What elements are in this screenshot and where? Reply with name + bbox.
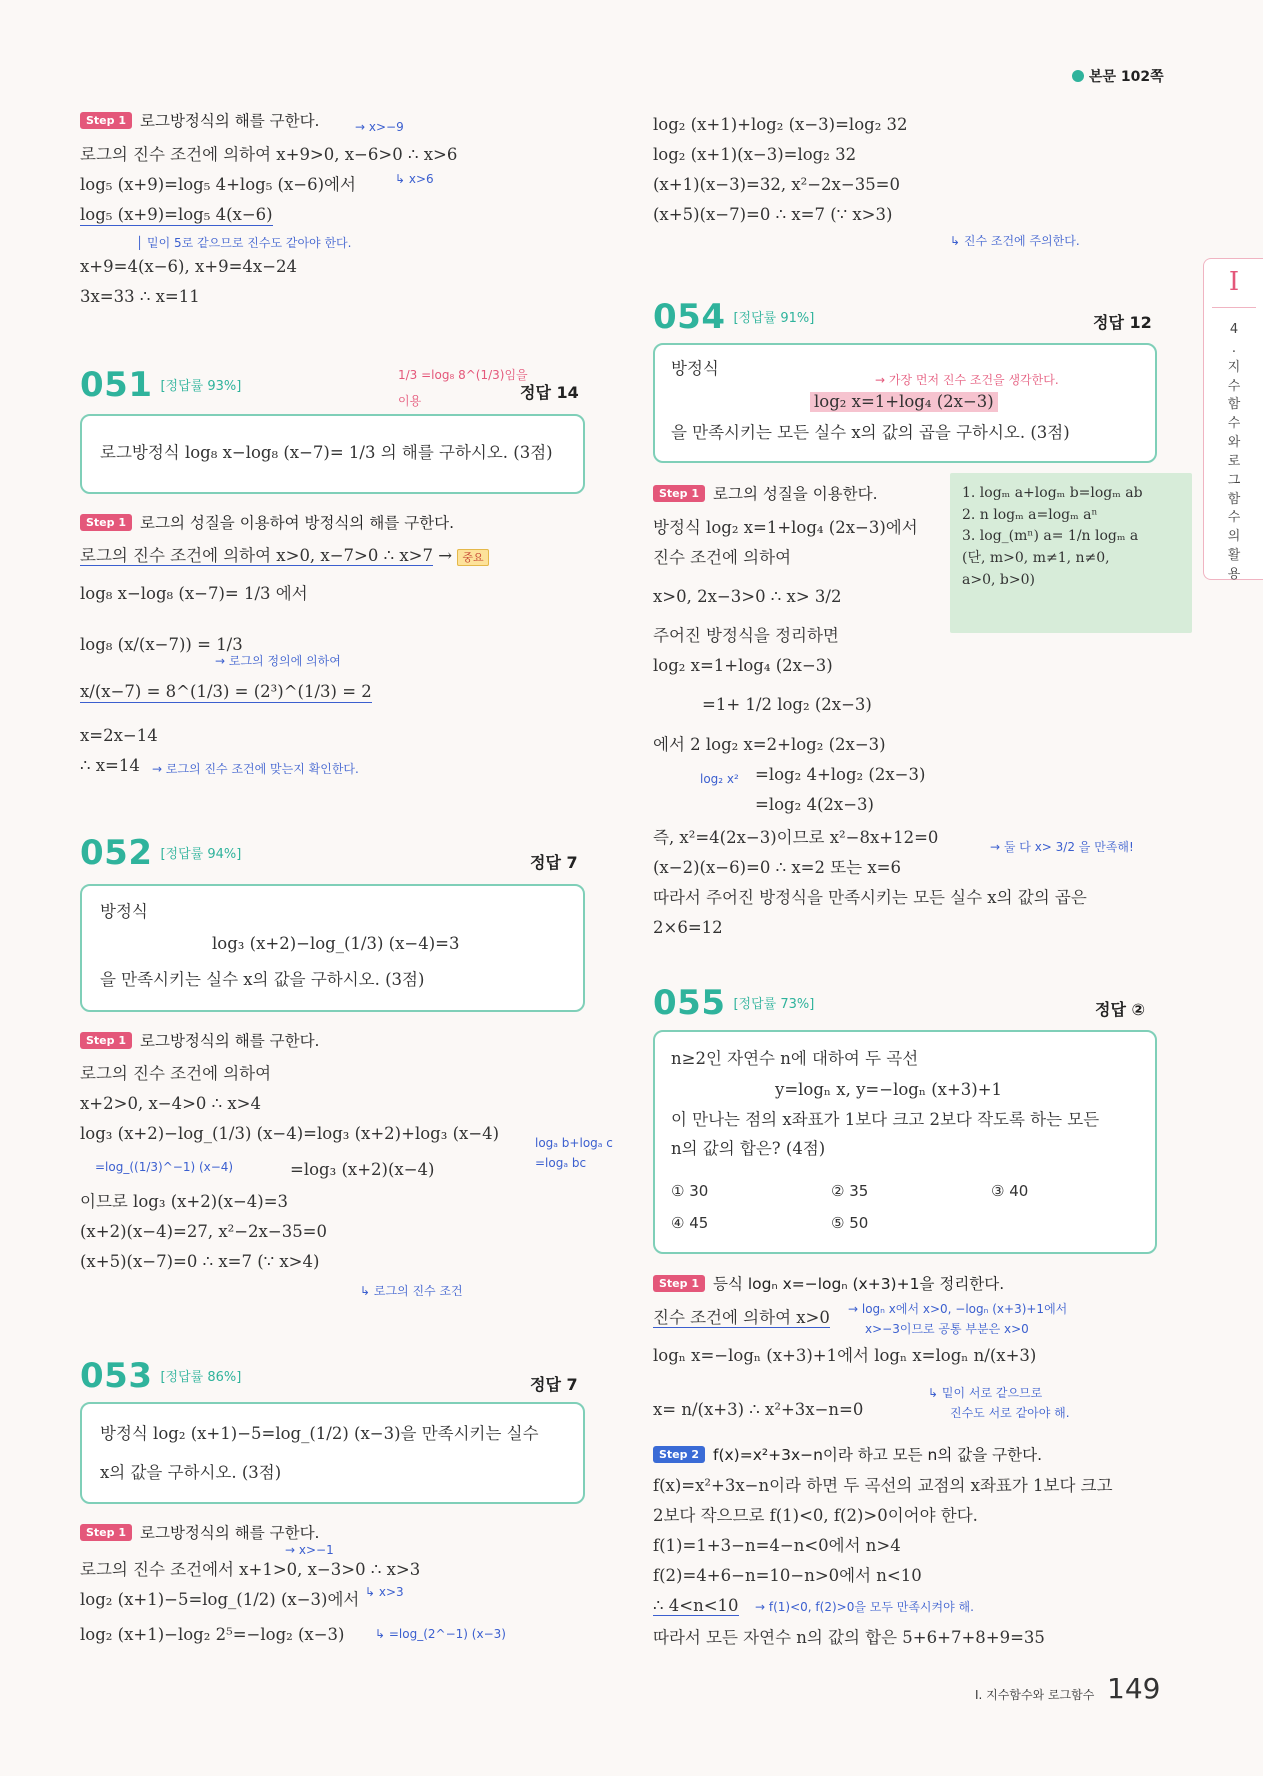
annotation: ↳ x>3 (365, 1585, 404, 1599)
step-header (80, 1523, 320, 1543)
question-text: 방정식 log₂ (x+1)−5=log_(1/2) (x−3)을 만족시키는 실수 (100, 1424, 539, 1443)
solution-line: (x+5)(x−7)=0 ∴ x=7 (∵ x>4) (80, 1252, 320, 1271)
step-title: 로그방정식의 해를 구한다. (140, 1032, 320, 1050)
solution-line: ∴ 4<n<10 (653, 1596, 739, 1615)
question-box (653, 1030, 1157, 1254)
problem-header (80, 833, 241, 873)
side-divider (1212, 307, 1256, 308)
tip-line: (단, m>0, m≠1, n≠0, (962, 550, 1110, 567)
solution-line: 따라서 주어진 방정식을 만족시키는 모든 실수 x의 값의 곱은 (653, 888, 1087, 907)
question-text: 을 만족시키는 실수 x의 값을 구하시오. (3점) (100, 970, 425, 989)
annotation: → 가장 먼저 진수 조건을 생각한다. (875, 373, 1059, 387)
question-box (653, 343, 1157, 463)
step-badge: Step 2 (653, 1446, 705, 1463)
accuracy-rate: [정답률 94%] (160, 847, 242, 862)
solution-line: 로그의 진수 조건에서 x+1>0, x−3>0 ∴ x>3 (80, 1560, 421, 1579)
tip-line: 3. log_(mⁿ) a= 1/n logₘ a (962, 528, 1139, 545)
solution-line: ∴ x=14 (80, 756, 140, 775)
option-1[interactable]: ① 30 (671, 1182, 709, 1200)
annotation: → 로그의 정의에 의하여 (215, 654, 341, 668)
step-header (653, 1445, 1042, 1465)
solution-line: x= n/(x+3) ∴ x²+3x−n=0 (653, 1400, 864, 1419)
question-text: x의 값을 구하시오. (3점) (100, 1463, 282, 1482)
answer-label: 정답 7 (530, 1375, 578, 1394)
solution-line: 2보다 작으므로 f(1)<0, f(2)>0이어야 한다. (653, 1506, 978, 1525)
solution-line: (x+2)(x−4)=27, x²−2x−35=0 (80, 1222, 328, 1241)
question-text: n≥2인 자연수 n에 대하여 두 곡선 (671, 1049, 919, 1068)
solution-line: log₈ (x/(x−7)) = 1/3 (80, 635, 243, 654)
annotation: ↳ =log_(2^−1) (x−3) (375, 1627, 506, 1641)
annotation: 1/3 =log₈ 8^(1/3)임을 (398, 368, 528, 382)
option-4[interactable]: ④ 45 (671, 1214, 709, 1232)
answer-label: 정답 ② (1095, 1000, 1146, 1019)
question-text: 을 만족시키는 모든 실수 x의 값의 곱을 구하시오. (3점) (671, 423, 1070, 442)
solution-line: 방정식 log₂ x=1+log₄ (2x−3)에서 (653, 518, 918, 537)
annotation: logₐ b+logₐ c (535, 1136, 613, 1150)
question-equation: log₂ x=1+log₄ (2x−3) (810, 392, 998, 412)
annotation: x>−3이므로 공통 부분은 x>0 (865, 1322, 1029, 1336)
problem-number: 054 (653, 297, 726, 337)
solution-line: log₅ (x+9)=log₅ 4(x−6) (80, 205, 273, 224)
annotation: │ 밑이 5로 같으므로 진수도 같아야 한다. (136, 236, 352, 250)
annotation: → logₙ x에서 x>0, −logₙ (x+3)+1에서 (848, 1302, 1068, 1316)
accuracy-rate: [정답률 93%] (160, 379, 242, 394)
solution-line: f(x)=x²+3x−n이라 하면 두 곡선의 교점의 x좌표가 1보다 크고 (653, 1476, 1113, 1495)
question-equation: log₃ (x+2)−log_(1/3) (x−4)=3 (212, 934, 460, 953)
solution-line: (x−2)(x−6)=0 ∴ x=2 또는 x=6 (653, 858, 901, 877)
annotation: ↳ 로그의 진수 조건 (360, 1284, 463, 1298)
accuracy-rate: [정답률 86%] (160, 1370, 242, 1385)
solution-line: log₂ x=1+log₄ (2x−3) (653, 656, 833, 675)
problem-number: 052 (80, 833, 153, 873)
solution-line: =1+ 1/2 log₂ (2x−3) (702, 695, 872, 714)
annotation: 이용 (398, 394, 422, 408)
solution-line: =log₂ 4(2x−3) (755, 795, 874, 814)
solution-line: log₃ (x+2)−log_(1/3) (x−4)=log₃ (x+2)+log₃ (x−4) (80, 1124, 500, 1143)
solution-line: f(1)=1+3−n=4−n<0에서 n>4 (653, 1536, 901, 1555)
annotation: → x>−1 (285, 1543, 334, 1557)
step-title: 로그의 성질을 이용한다. (713, 485, 878, 503)
chapter-title: 4 . 지 수 함 수 와 로 그 함 수 의 활 용 (1227, 322, 1241, 582)
solution-line: x=2x−14 (80, 726, 158, 745)
annotation: log₂ x² (700, 772, 739, 786)
question-text: n의 값의 합은? (4점) (671, 1139, 826, 1158)
solution-line: 이므로 log₃ (x+2)(x−4)=3 (80, 1192, 289, 1211)
step-badge: Step 1 (80, 1524, 132, 1541)
solution-line: f(2)=4+6−n=10−n>0에서 n<10 (653, 1566, 922, 1585)
chapter-roman: I (1228, 267, 1240, 297)
problem-header (653, 297, 814, 337)
annotation: ↳ 밑이 서로 같으므로 (928, 1386, 1043, 1400)
right-column (650, 0, 1180, 1776)
chapter-side-tab (1203, 258, 1263, 580)
annotation: → 둘 다 x> 3/2 을 만족해! (990, 840, 1134, 854)
tip-line: 1. logₘ a+logₘ b=logₘ ab (962, 485, 1143, 501)
solution-line: x+9=4(x−6), x+9=4x−24 (80, 257, 298, 276)
solution-line: x+2>0, x−4>0 ∴ x>4 (80, 1094, 262, 1113)
step-title: 등식 logₙ x=−logₙ (x+3)+1을 정리한다. (713, 1275, 1005, 1293)
solution-line: (x+1)(x−3)=32, x²−2x−35=0 (653, 175, 901, 194)
question-text: 이 만나는 점의 x좌표가 1보다 크고 2보다 작도록 하는 모든 (671, 1110, 1100, 1129)
step-badge: Step 1 (653, 1275, 705, 1292)
annotation: =logₐ bc (535, 1156, 587, 1170)
step-title: 로그의 성질을 이용하여 방정식의 해를 구한다. (140, 514, 455, 532)
solution-line: (x+5)(x−7)=0 ∴ x=7 (∵ x>3) (653, 205, 893, 224)
solution-line: 로그의 진수 조건에 의하여 x>0, x−7>0 ∴ x>7 → 중요 (80, 546, 489, 566)
solution-line: x/(x−7) = 8^(1/3) = (2³)^(1/3) = 2 (80, 682, 372, 701)
step-header (80, 1031, 320, 1051)
option-2[interactable]: ② 35 (831, 1182, 869, 1200)
solution-line: 2×6=12 (653, 918, 723, 937)
solution-line: log₂ (x+1)+log₂ (x−3)=log₂ 32 (653, 115, 908, 134)
step-header (653, 484, 878, 504)
tip-line: 2. n logₘ a=logₘ aⁿ (962, 506, 1098, 523)
step-header (80, 111, 320, 131)
solution-line: 진수 조건에 의하여 x>0 (653, 1308, 830, 1327)
problem-header (80, 365, 241, 405)
annotation: → x>−9 (355, 120, 404, 134)
solution-line: 에서 2 log₂ x=2+log₂ (2x−3) (653, 735, 886, 754)
problem-number: 053 (80, 1356, 153, 1396)
answer-label: 정답 14 (520, 383, 579, 402)
solution-line: log₂ (x+1)−5=log_(1/2) (x−3)에서 (80, 1590, 360, 1609)
solution-line: 진수 조건에 의하여 (653, 548, 792, 567)
important-badge: 중요 (457, 549, 488, 566)
solution-line: log₂ (x+1)(x−3)=log₂ 32 (653, 145, 857, 164)
problem-header (653, 983, 814, 1023)
solution-line: log₈ x−log₈ (x−7)= 1/3 에서 (80, 584, 308, 603)
step-badge: Step 1 (80, 112, 132, 129)
problem-number: 051 (80, 365, 153, 405)
problem-header (80, 1356, 241, 1396)
question-box (80, 414, 585, 494)
step-header (653, 1274, 1004, 1294)
step-title: 로그방정식의 해를 구한다. (140, 112, 320, 130)
solution-line: 로그의 진수 조건에 의하여 x+9>0, x−6>0 ∴ x>6 (80, 145, 458, 164)
answer-label: 정답 12 (1093, 313, 1152, 332)
annotation: ↳ 진수 조건에 주의한다. (950, 234, 1080, 248)
annotation: → f(1)<0, f(2)>0을 모두 만족시켜야 해. (755, 1600, 974, 1614)
annotation: → 로그의 진수 조건에 맞는지 확인한다. (152, 762, 359, 776)
question-equation: y=logₙ x, y=−logₙ (x+3)+1 (775, 1080, 1003, 1099)
step-badge: Step 1 (653, 485, 705, 502)
step-title: f(x)=x²+3x−n이라 하고 모든 n의 값을 구한다. (713, 1446, 1042, 1464)
solution-line: =log₂ 4+log₂ (2x−3) (755, 765, 926, 784)
step-badge: Step 1 (80, 514, 132, 531)
annotation: =log_((1/3)^−1) (x−4) (95, 1160, 234, 1174)
step-header (80, 513, 454, 533)
footer-section: I. 지수함수와 로그함수 (975, 1688, 1095, 1702)
annotation: 진수도 서로 같아야 해. (950, 1406, 1070, 1420)
option-3[interactable]: ③ 40 (991, 1182, 1029, 1200)
solution-line: log₅ (x+9)=log₅ 4+log₅ (x−6)에서 (80, 175, 356, 194)
solution-line: 즉, x²=4(2x−3)이므로 x²−8x+12=0 (653, 828, 939, 847)
solution-line: x>0, 2x−3>0 ∴ x> 3/2 (653, 587, 842, 606)
step-badge: Step 1 (80, 1032, 132, 1049)
tip-line: a>0, b>0) (962, 571, 1035, 588)
question-text: 로그방정식 log₈ x−log₈ (x−7)= 1/3 의 해를 구하시오. (3점) (100, 443, 553, 462)
answer-label: 정답 7 (530, 853, 578, 872)
page-number: 149 (1107, 1672, 1161, 1705)
solution-line: 따라서 모든 자연수 n의 값의 합은 5+6+7+8+9=35 (653, 1628, 1045, 1647)
problem-number: 055 (653, 983, 726, 1023)
question-box (80, 1402, 585, 1504)
solution-line: =log₃ (x+2)(x−4) (290, 1160, 435, 1179)
solution-line: 3x=33 ∴ x=11 (80, 287, 200, 306)
tip-box (950, 473, 1192, 633)
left-column (80, 0, 613, 1776)
annotation: ↳ x>6 (395, 172, 434, 186)
step-title: 로그방정식의 해를 구한다. (140, 1524, 320, 1542)
solution-line: 로그의 진수 조건에 의하여 (80, 1064, 272, 1083)
option-5[interactable]: ⑤ 50 (831, 1214, 869, 1232)
accuracy-rate: [정답률 91%] (733, 311, 815, 326)
accuracy-rate: [정답률 73%] (733, 997, 815, 1012)
solution-line: 주어진 방정식을 정리하면 (653, 626, 839, 645)
solution-line: log₂ (x+1)−log₂ 2⁵=−log₂ (x−3) (80, 1625, 345, 1644)
question-text: 방정식 (100, 902, 148, 921)
question-text: 방정식 (671, 359, 719, 378)
question-box (80, 884, 585, 1012)
page-reference-label: 본문 102쪽 (1089, 69, 1164, 85)
solution-line: logₙ x=−logₙ (x+3)+1에서 logₙ x=logₙ n/(x+3) (653, 1346, 1037, 1365)
